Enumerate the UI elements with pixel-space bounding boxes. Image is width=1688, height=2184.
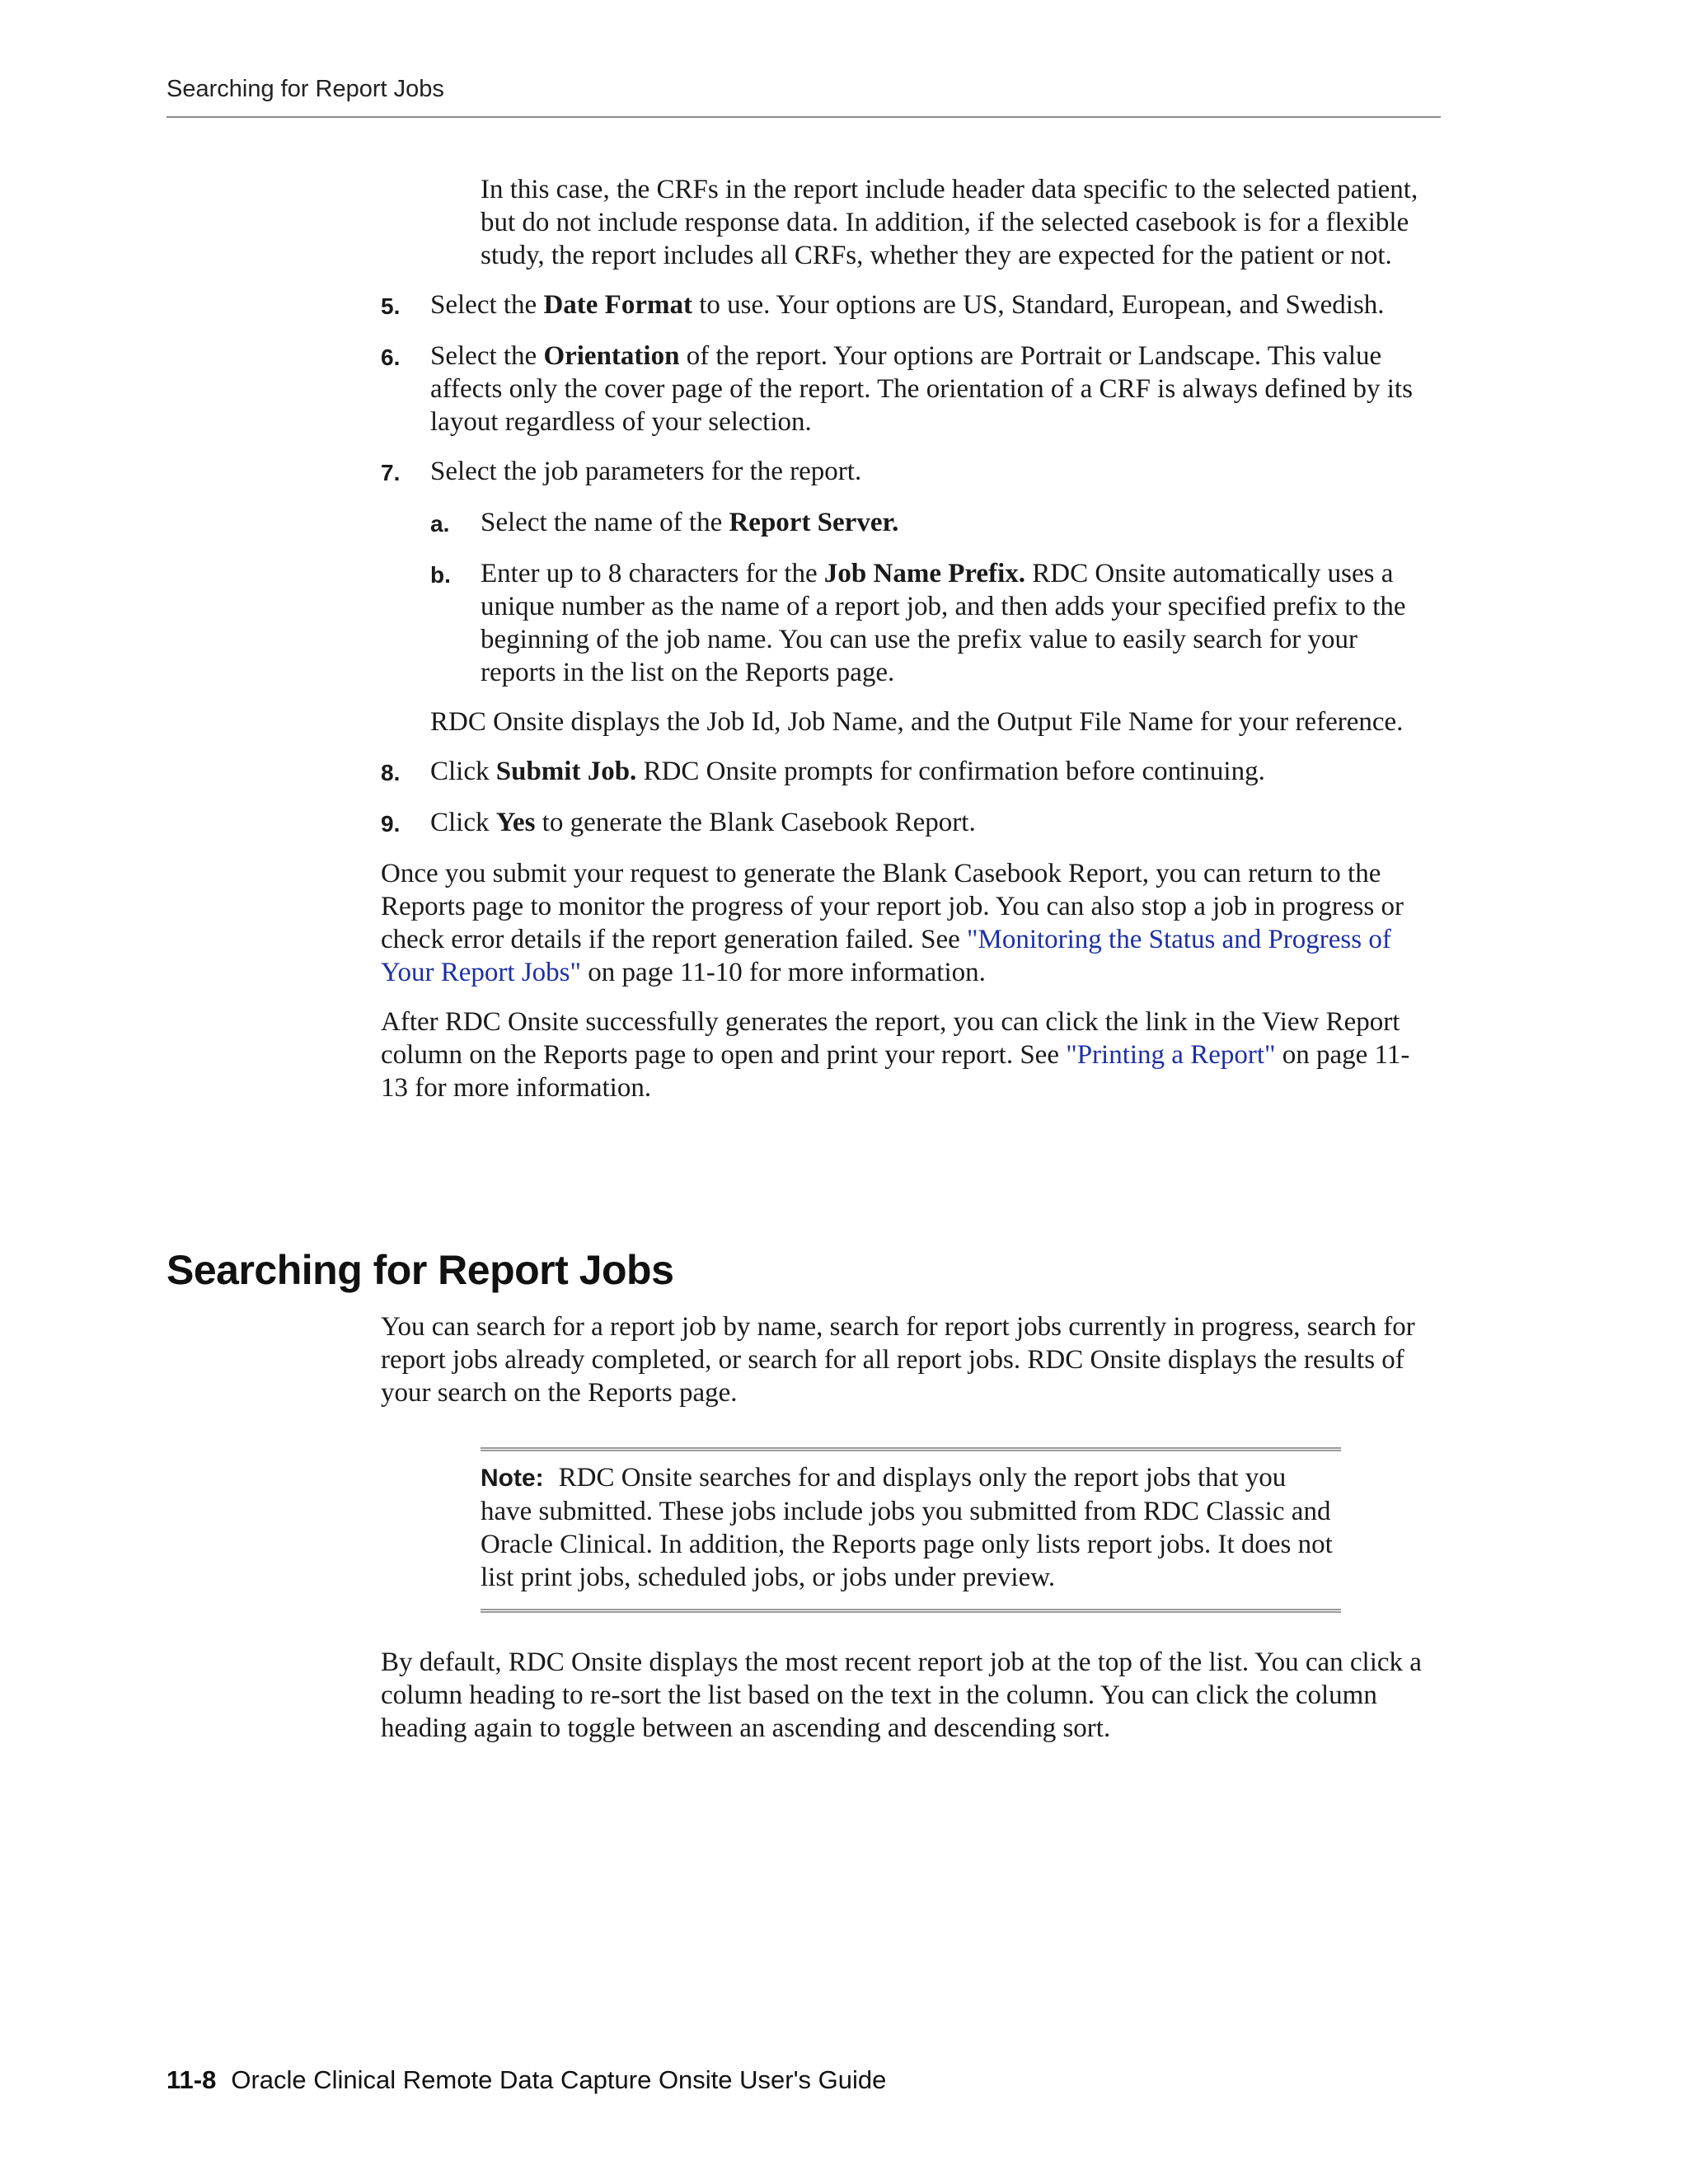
step-number: 9. [381, 811, 401, 837]
book-title: Oracle Clinical Remote Data Capture Onsite User's Guide [231, 2065, 887, 2094]
running-header-title: Searching for Report Jobs [166, 76, 444, 102]
substep-letter: b. [430, 562, 451, 588]
monitor-paragraph: Once you submit your request to generate the Blank Casebook Report, you can return to the Reports page to monitor the progress of your report job. You can also stop a job in progress or check error details if the report generation failed. See "Monitoring the Status and Progress of Your Report Jobs" on page 11-10 for more information. [381, 859, 1404, 987]
main-content [381, 173, 1436, 1104]
note-text: Note: RDC Onsite searches for and displays only the report jobs that you have submitted. These jobs include jobs you submitted from RDC Classic and Oracle Clinical. In addition, the Reports page only lists report jobs. It does not list print jobs, scheduled jobs, or jobs under preview. [481, 1463, 1333, 1592]
step-text: Click Submit Job. RDC Onsite prompts for confirmation before continuing. [430, 757, 1265, 786]
running-header [166, 76, 1441, 118]
substep-letter: a. [430, 511, 450, 537]
step-8 [381, 755, 1436, 790]
step-9 [381, 806, 1436, 841]
step-7 [381, 455, 1436, 490]
note-label: Note: [481, 1465, 544, 1492]
note-box [481, 1447, 1341, 1613]
printing-report-link[interactable]: "Printing a Report" [1066, 1040, 1276, 1070]
page-number: 11-8 [166, 2065, 217, 2094]
step-7a [430, 506, 1436, 541]
step-number: 5. [381, 293, 401, 319]
step-text: Click Yes to generate the Blank Casebook Report. [430, 808, 976, 837]
step-6 [381, 340, 1436, 438]
step-7-result: RDC Onsite displays the Job Id, Job Name, and the Output File Name for your reference. [430, 707, 1404, 737]
step-number: 8. [381, 760, 401, 785]
substep-text: Enter up to 8 characters for the Job Name Prefix. RDC Onsite automatically uses a unique number as the name of a report job, and then adds your specified prefix to the beginning of the job name. You can use the prefix value to easily search for your reports in the list on the Reports page. [481, 559, 1406, 687]
section-closing: By default, RDC Onsite displays the most recent report job at the top of the list. You can click a column heading to re-sort the list based on the text in the column. You can click the column heading again to toggle between an ascending and descending sort. [381, 1647, 1422, 1743]
print-paragraph: After RDC Onsite successfully generates the report, you can click the link in the View Report column on the Reports page to open and print your report. See "Printing a Report" on page 11-13 for more information. [381, 1007, 1410, 1103]
step-text: Select the job parameters for the report. [430, 457, 862, 486]
step-text: Select the Date Format to use. Your options are US, Standard, European, and Swedish. [430, 290, 1385, 320]
step-number: 6. [381, 344, 401, 370]
substep-text: Select the name of the Report Server. [481, 508, 899, 537]
intro-paragraph: In this case, the CRFs in the report include header data specific to the selected patient, but do not include response data. In addition, if the selected casebook is for a flexible study, the report includes all CRFs, whether they are expected for the patient or not. [481, 175, 1418, 270]
section-body [381, 1310, 1436, 1745]
page-footer [166, 2065, 886, 2095]
step-7b [430, 557, 1436, 689]
section-heading: Searching for Report Jobs [166, 1247, 674, 1293]
monitoring-status-link[interactable]: "Monitoring the Status and Progress of Your Report Jobs" [381, 925, 1391, 987]
step-text: Select the Orientation of the report. Your options are Portrait or Landscape. This value affects only the cover page of the report. The orientation of a CRF is always defined by its layout regardless of your selection. [430, 341, 1413, 437]
section-intro: You can search for a report job by name, search for report jobs currently in progress, search for report jobs already completed, or search for all report jobs. RDC Onsite displays the results of your search on the Reports page. [381, 1312, 1415, 1408]
step-5 [381, 288, 1436, 323]
step-number: 7. [381, 460, 401, 485]
